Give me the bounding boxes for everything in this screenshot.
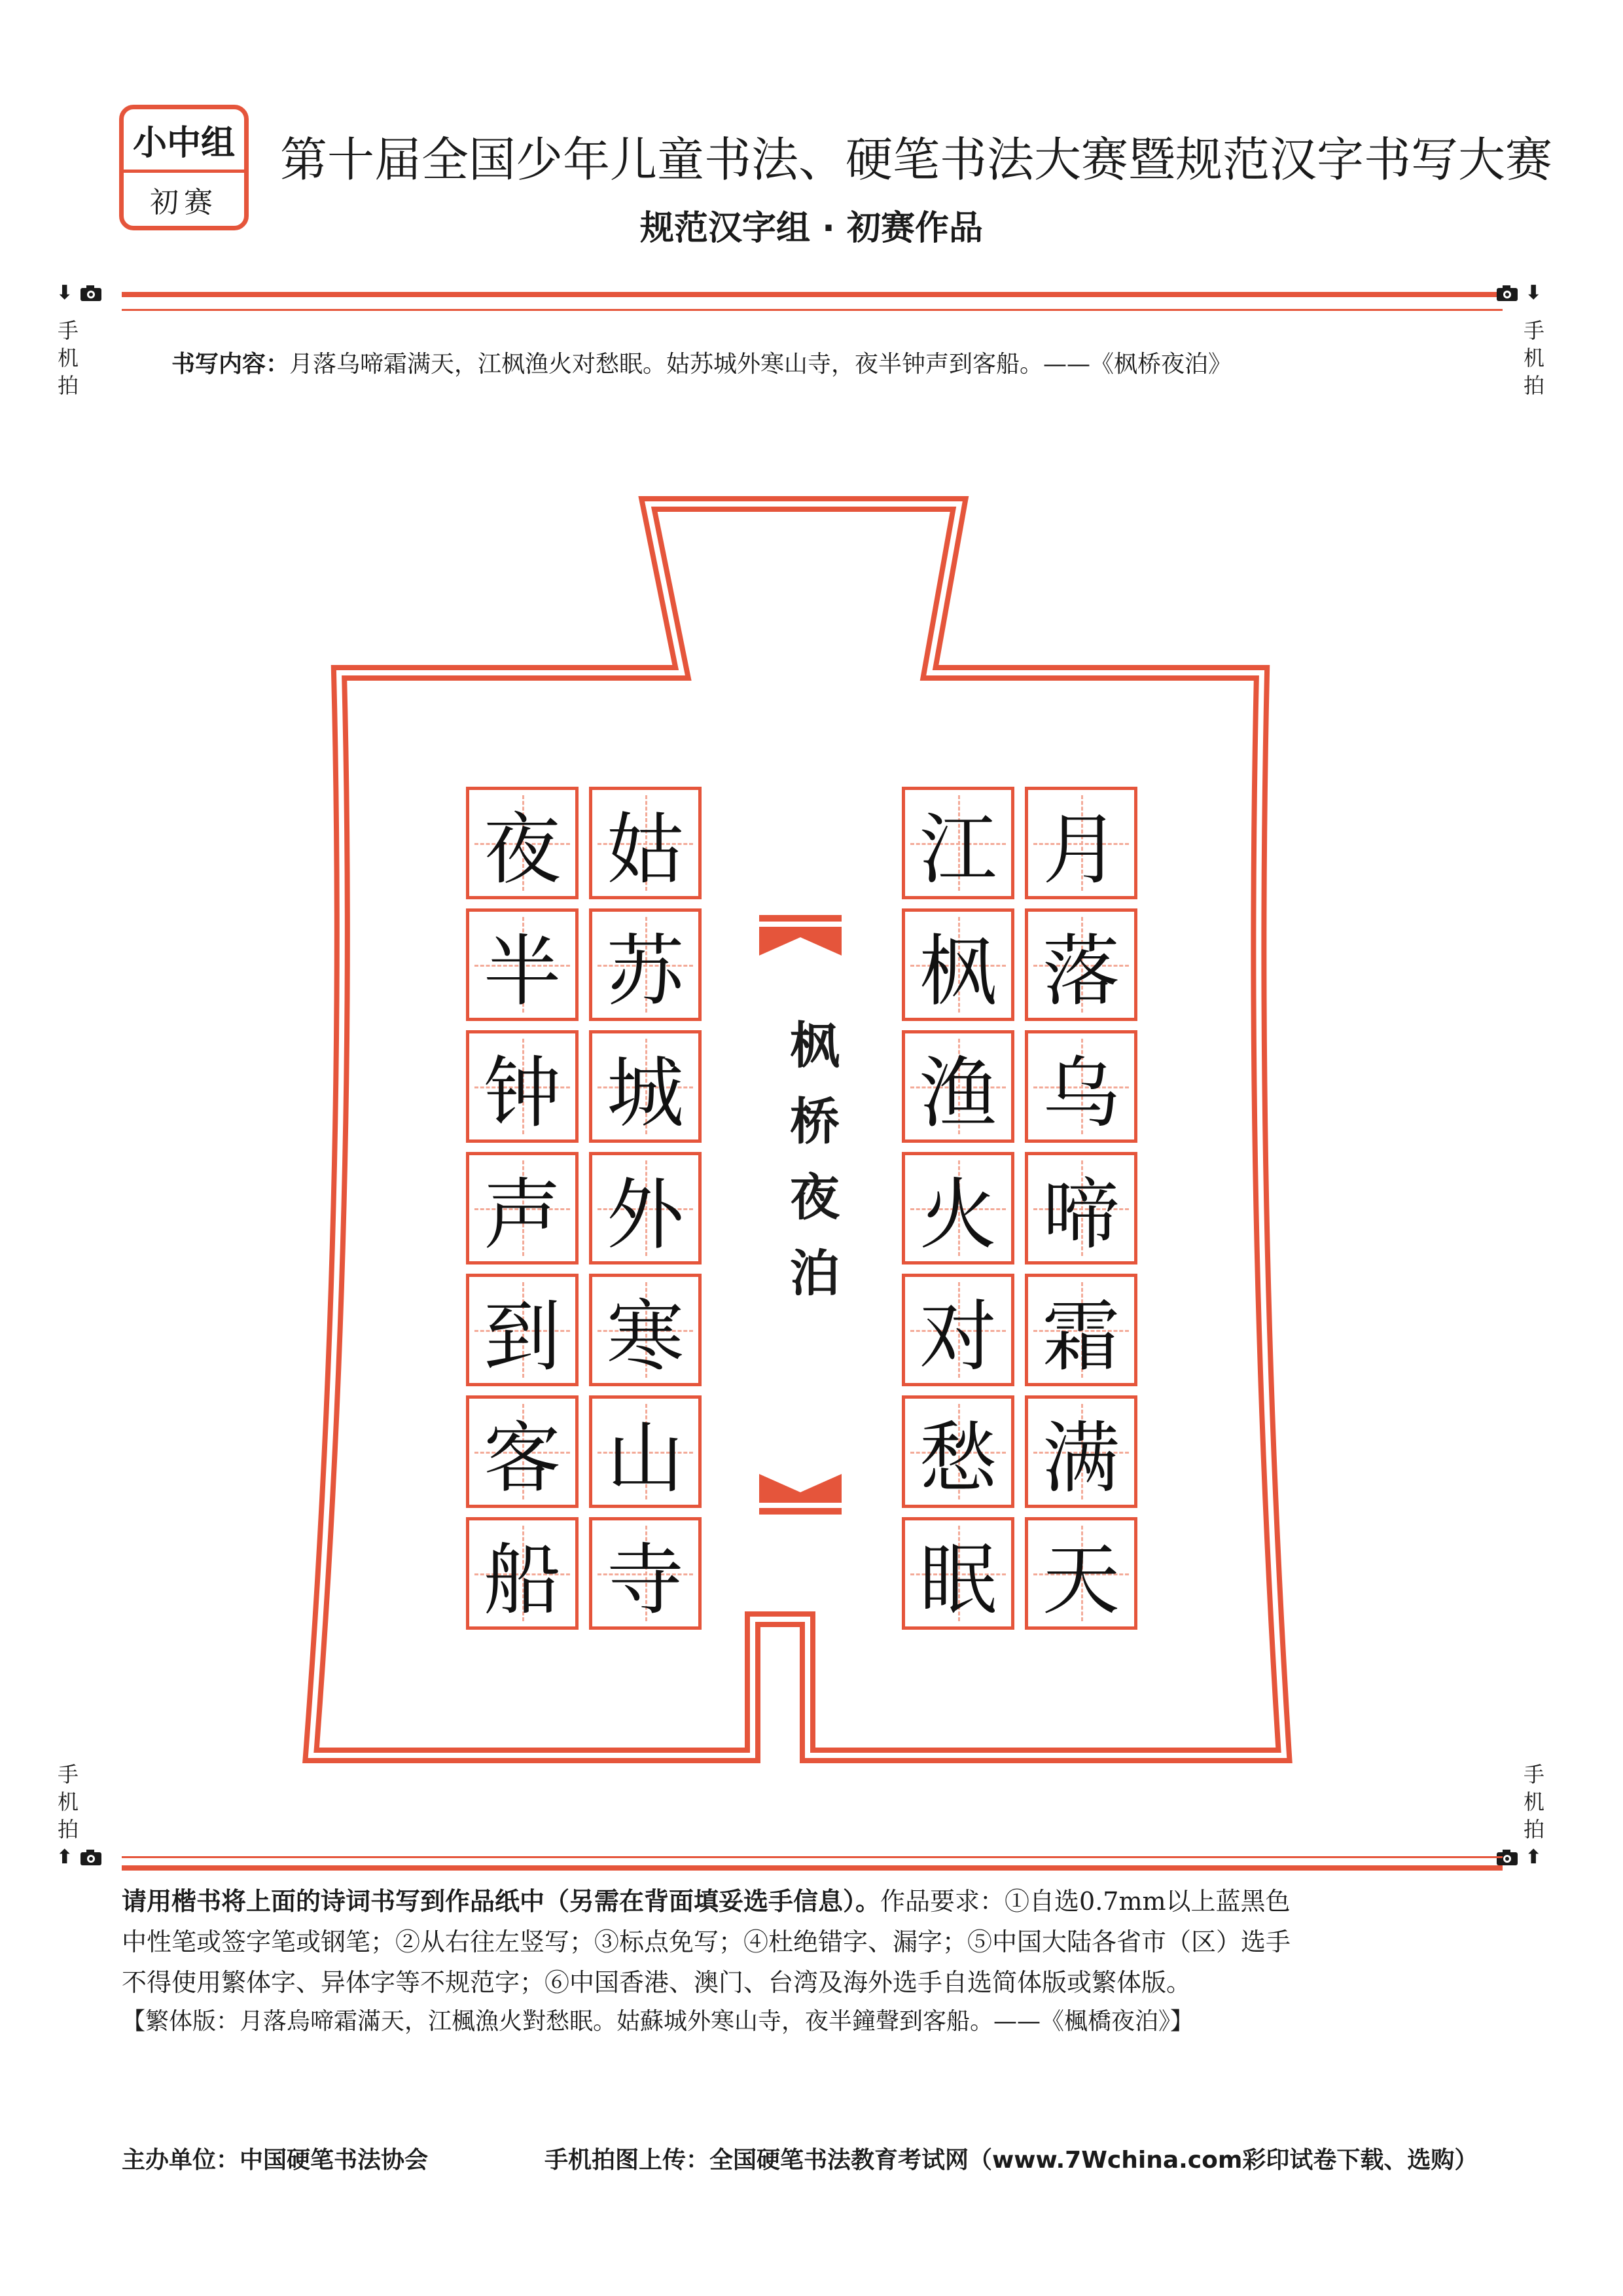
writing-content-label: 书写内容： bbox=[171, 351, 290, 378]
corner-marker-bottom-right bbox=[1496, 1846, 1542, 1869]
char-cell bbox=[466, 1517, 579, 1630]
poem-char: 落 bbox=[1042, 926, 1120, 1016]
bottom-divider-thin bbox=[122, 1856, 1503, 1858]
arrow-up-icon: ⬆ bbox=[1525, 1846, 1542, 1869]
char-cell bbox=[589, 1517, 702, 1630]
organizer-text: 主办单位：中国硬笔书法协会 bbox=[122, 2147, 429, 2174]
poem-char: 寺 bbox=[606, 1535, 684, 1625]
poem-char: 姑 bbox=[606, 804, 684, 895]
char-cell bbox=[466, 1152, 579, 1265]
char-cell bbox=[902, 1395, 1014, 1508]
char-cell bbox=[466, 1274, 579, 1386]
traditional-version-text: 月落烏啼霜滿天，江楓漁火對愁眠。姑蘇城外寒山寺，夜半鐘聲到客船。——《楓橋夜泊》 bbox=[240, 2008, 1171, 2035]
instructions-line-1 bbox=[122, 1881, 1503, 1922]
char-cell bbox=[902, 1030, 1014, 1143]
poem-char: 乌 bbox=[1042, 1048, 1120, 1138]
badge-stage-label: 初赛 bbox=[150, 185, 218, 219]
poem-char: 月 bbox=[1042, 804, 1120, 895]
arrow-down-icon: ⬇ bbox=[56, 281, 73, 304]
instructions-line-3: 不得使用繁体字、异体字等不规范字；⑥中国香港、澳门、台湾及海外选手自选简体版或繁体版。 bbox=[122, 1968, 1192, 1997]
poem-char: 外 bbox=[606, 1170, 684, 1260]
poem-char: 天 bbox=[1042, 1535, 1120, 1625]
char-cell bbox=[902, 1274, 1014, 1386]
poem-char: 霜 bbox=[1042, 1291, 1120, 1382]
char-cell bbox=[1025, 1395, 1137, 1508]
poem-char: 愁 bbox=[919, 1413, 997, 1503]
traditional-version-line bbox=[122, 2001, 1503, 2042]
instructions-line-2: 中性笔或签字笔或钢笔；②从右往左竖写；③标点免写；④杜绝错字、漏字；⑤中国大陆各省市（区）选手 bbox=[122, 1928, 1291, 1956]
poem-char: 江 bbox=[919, 804, 997, 895]
poem-char: 满 bbox=[1042, 1413, 1120, 1503]
poem-char: 到 bbox=[483, 1291, 561, 1382]
corner-marker-bottom-left bbox=[56, 1846, 102, 1869]
poem-char: 夜 bbox=[483, 804, 561, 895]
instructions-requirements: 作品要求：①自选0.7mm以上蓝黑色 bbox=[880, 1887, 1291, 1916]
char-cell bbox=[589, 787, 702, 899]
char-cell bbox=[1025, 1517, 1137, 1630]
poem-char: 寒 bbox=[606, 1291, 684, 1382]
char-cell bbox=[1025, 1152, 1137, 1265]
char-cell bbox=[902, 1152, 1014, 1265]
poem-title-char: 夜 bbox=[790, 1168, 840, 1227]
poem-char: 山 bbox=[606, 1413, 684, 1503]
poem-title-char: 桥 bbox=[790, 1092, 840, 1151]
side-note-top-right: 手机拍 bbox=[1523, 318, 1544, 398]
poem-title-char: 泊 bbox=[790, 1244, 840, 1302]
writing-content-text: 月落乌啼霜满天，江枫渔火对愁眠。姑苏城外寒山寺，夜半钟声到客船。——《枫桥夜泊》 bbox=[289, 351, 1232, 378]
char-cell bbox=[1025, 1274, 1137, 1386]
camera-icon bbox=[80, 1849, 102, 1866]
upload-info-text: 手机拍图上传：全国硬笔书法教育考试网（www.7Wchina.com彩印试卷下载、选购） bbox=[544, 2147, 1478, 2174]
poem-char: 对 bbox=[919, 1291, 997, 1382]
char-cell bbox=[902, 908, 1014, 1021]
bracket-close: 】 bbox=[1170, 2008, 1194, 2035]
bottom-divider-thick bbox=[122, 1865, 1503, 1871]
poem-char: 船 bbox=[483, 1535, 561, 1625]
side-note-top-left: 手机拍 bbox=[57, 318, 79, 398]
char-cell bbox=[466, 787, 579, 899]
poem-title-vertical bbox=[779, 1008, 851, 1312]
side-note-bottom-left: 手机拍 bbox=[57, 1762, 79, 1842]
page-title: 第十届全国少年儿童书法、硬笔书法大赛暨规范汉字书写大赛 bbox=[280, 132, 1553, 187]
poem-char: 眠 bbox=[919, 1535, 997, 1625]
poem-char: 枫 bbox=[919, 926, 997, 1016]
poem-char: 苏 bbox=[606, 926, 684, 1016]
poem-char: 客 bbox=[483, 1413, 561, 1503]
traditional-version-label: 繁体版： bbox=[145, 2008, 240, 2035]
poem-char: 啼 bbox=[1042, 1170, 1120, 1260]
char-cell bbox=[589, 1152, 702, 1265]
poem-char: 声 bbox=[483, 1170, 561, 1260]
badge-group-label: 小中组 bbox=[124, 109, 244, 173]
side-note-bottom-right: 手机拍 bbox=[1523, 1762, 1544, 1842]
char-cell bbox=[589, 1274, 702, 1386]
bracket-open: 【 bbox=[122, 2008, 146, 2035]
instructions-lead: 请用楷书将上面的诗词书写到作品纸中（另需在背面填妥选手信息）。 bbox=[122, 1887, 881, 1916]
char-cell bbox=[1025, 1030, 1137, 1143]
char-cell bbox=[1025, 908, 1137, 1021]
poem-char: 火 bbox=[919, 1170, 997, 1260]
poem-title-char: 枫 bbox=[790, 1016, 840, 1075]
poem-char: 钟 bbox=[483, 1048, 561, 1138]
char-cell bbox=[589, 1395, 702, 1508]
char-cell bbox=[1025, 787, 1137, 899]
poem-char: 半 bbox=[483, 926, 561, 1016]
char-cell bbox=[466, 908, 579, 1021]
title-ornament-bottom bbox=[759, 1474, 842, 1515]
char-cell bbox=[466, 1030, 579, 1143]
char-cell bbox=[902, 1517, 1014, 1630]
char-cell bbox=[589, 1030, 702, 1143]
char-cell bbox=[589, 908, 702, 1021]
poem-char: 城 bbox=[606, 1048, 684, 1138]
title-ornament-top bbox=[759, 915, 842, 956]
poem-char: 渔 bbox=[919, 1048, 997, 1138]
char-cell bbox=[902, 787, 1014, 899]
arrow-up-icon: ⬆ bbox=[56, 1846, 73, 1869]
arrow-down-icon: ⬇ bbox=[1525, 281, 1542, 304]
char-cell bbox=[466, 1395, 579, 1508]
page-subtitle: 规范汉字组 · 初赛作品 bbox=[640, 209, 983, 248]
